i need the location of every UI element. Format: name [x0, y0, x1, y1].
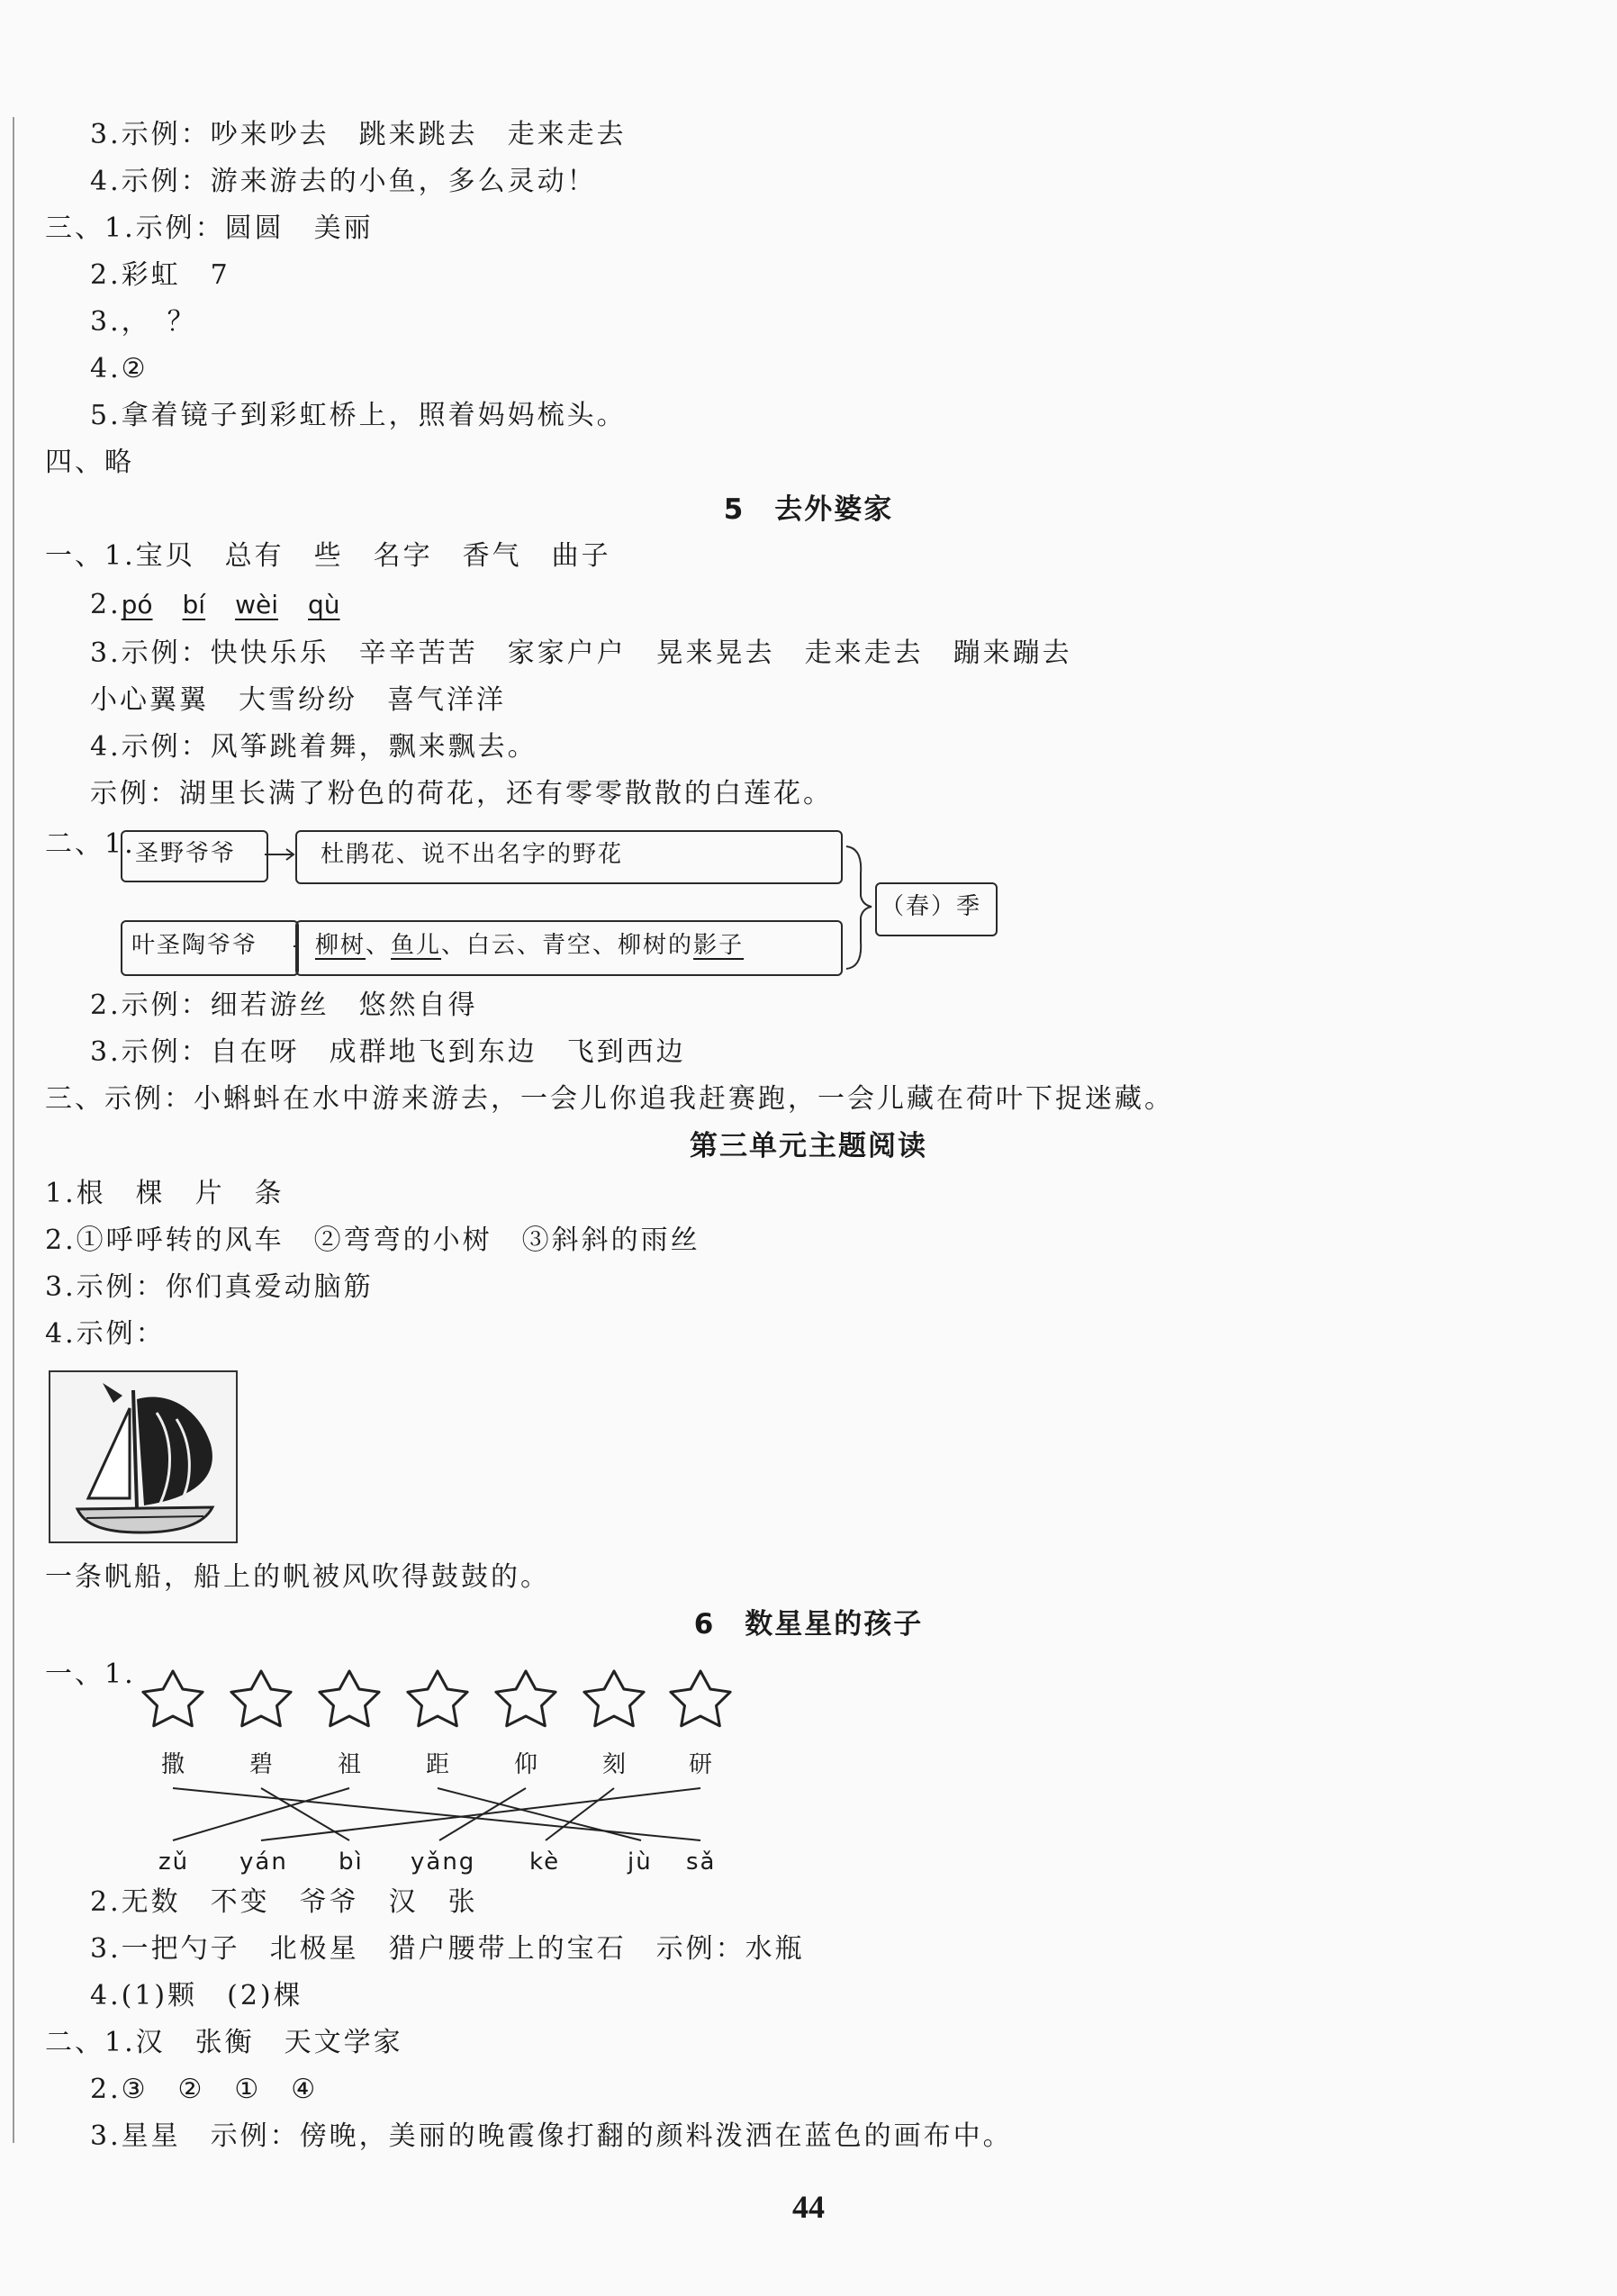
- answer-line: 5.拿着镜子到彩虹桥上，照着妈妈梳头。: [90, 400, 627, 431]
- match-character: 距: [426, 1751, 452, 1778]
- answer-line: 3.星星 示例：傍晚，美丽的晚霞像打翻的颜料泼洒在蓝色的画布中。: [90, 2120, 1013, 2152]
- answer-line: 2.示例：细若游丝 悠然自得: [90, 990, 478, 1021]
- question-label: 二、1.: [45, 828, 136, 860]
- match-character: 碧: [249, 1751, 276, 1778]
- text-fragment: 、白云、青空、柳树的: [441, 932, 694, 959]
- star-icon: [320, 1671, 379, 1726]
- star-icon: [584, 1671, 644, 1726]
- section-title: 5 去外婆家: [723, 493, 894, 526]
- section-title: 6 数星星的孩子: [693, 1608, 924, 1641]
- answer-line: 2.③ ② ① ④: [90, 2074, 319, 2105]
- match-pinyin: bì: [339, 1849, 364, 1876]
- blank-answer: 鱼儿: [391, 932, 442, 959]
- match-character: 刻: [602, 1751, 628, 1778]
- match-line: [261, 1788, 349, 1840]
- answer-line: 四、略: [45, 447, 134, 478]
- answer-line: 2.彩虹 7: [90, 259, 230, 291]
- answer-line: 3.示例：自在呀 成群地飞到东边 飞到西边: [90, 1036, 686, 1068]
- content-text: 杜鹃花、说不出名字的野花: [321, 841, 624, 868]
- page-number: 44: [792, 2189, 825, 2225]
- poet-name: 圣野爷爷: [135, 840, 237, 867]
- text-fragment: （: [881, 893, 907, 920]
- match-character: 仰: [514, 1751, 540, 1778]
- text-fragment: ）季: [931, 893, 982, 920]
- answer-line: 三、1.示例：圆圆 美丽: [45, 212, 374, 244]
- match-pinyin: sǎ: [686, 1849, 717, 1876]
- match-character: 撒: [161, 1751, 187, 1778]
- answer-line: 2.无数 不变 爷爷 汉 张: [90, 1886, 478, 1918]
- answer-line: 4.示例：游来游去的小鱼，多么灵动！: [90, 166, 597, 197]
- season-value: 春: [906, 893, 932, 920]
- star-icon: [143, 1671, 203, 1726]
- match-character: 研: [689, 1751, 715, 1778]
- answer-line: 示例：湖里长满了粉色的荷花，还有零零散散的白莲花。: [90, 778, 833, 809]
- poet-name: 叶圣陶爷爷: [131, 932, 258, 959]
- match-line: [261, 1788, 700, 1840]
- answer-line: 3.示例：你们真爱动脑筋: [45, 1271, 374, 1303]
- match-line: [173, 1788, 700, 1840]
- answer-line: 4.(1)颗 (2)棵: [90, 1980, 303, 2011]
- star-icon: [231, 1671, 291, 1726]
- answer-line: 4.示例：风筝跳着舞，飘来飘去。: [90, 731, 537, 763]
- match-line: [546, 1788, 614, 1840]
- blank-answer: 影子: [693, 932, 745, 959]
- star-icon: [408, 1671, 467, 1726]
- answer-line: 3.， ？: [90, 306, 197, 338]
- answer-line: 三、示例：小蝌蚪在水中游来游去，一会儿你追我赶赛跑，一会儿藏在荷叶下捉迷藏。: [45, 1083, 1174, 1115]
- match-character: 祖: [338, 1751, 364, 1778]
- pinyin-answer: wèi: [235, 590, 278, 619]
- answer-line: 3.一把勺子 北极星 猎户腰带上的宝石 示例：水瓶: [90, 1933, 805, 1965]
- answer-line: 2.①呼呼转的风车 ②弯弯的小树 ③斜斜的雨丝: [45, 1225, 700, 1256]
- answer-line: 二、1.汉 张衡 天文学家: [45, 2027, 403, 2058]
- answer-line: 4.②: [90, 353, 149, 384]
- match-pinyin: yán: [239, 1849, 288, 1876]
- pinyin-answer: pó: [121, 590, 153, 619]
- section-title: 第三单元主题阅读: [690, 1130, 927, 1162]
- pinyin-answer: qù: [308, 590, 340, 619]
- question-label: 一、1.: [45, 1659, 136, 1690]
- item-number: 2.: [90, 589, 122, 620]
- text-fragment: 、: [366, 932, 392, 959]
- star-icon: [496, 1671, 556, 1726]
- star-icon: [671, 1671, 730, 1726]
- drawing-caption: 一条帆船，船上的帆被风吹得鼓鼓的。: [45, 1561, 550, 1593]
- match-pinyin: zǔ: [158, 1849, 190, 1876]
- pinyin-answer: bí: [182, 590, 206, 619]
- match-pinyin: kè: [529, 1849, 561, 1876]
- answer-line: 小心翼翼 大雪纷纷 喜气洋洋: [90, 684, 506, 716]
- answer-line: 3.示例：快快乐乐 辛辛苦苦 家家户户 晃来晃去 走来走去 蹦来蹦去: [90, 637, 1072, 669]
- blank-answer: 柳树: [315, 932, 366, 959]
- match-pinyin: jù: [628, 1849, 653, 1876]
- match-pinyin: yǎng: [411, 1849, 476, 1876]
- answer-line: 3.示例：吵来吵去 跳来跳去 走来走去: [90, 119, 627, 150]
- match-line: [438, 1788, 641, 1840]
- answer-line: 一、1.宝贝 总有 些 名字 香气 曲子: [45, 540, 611, 572]
- answer-line: 4.示例：: [45, 1318, 166, 1350]
- answer-line: 1.根 棵 片 条: [45, 1178, 285, 1209]
